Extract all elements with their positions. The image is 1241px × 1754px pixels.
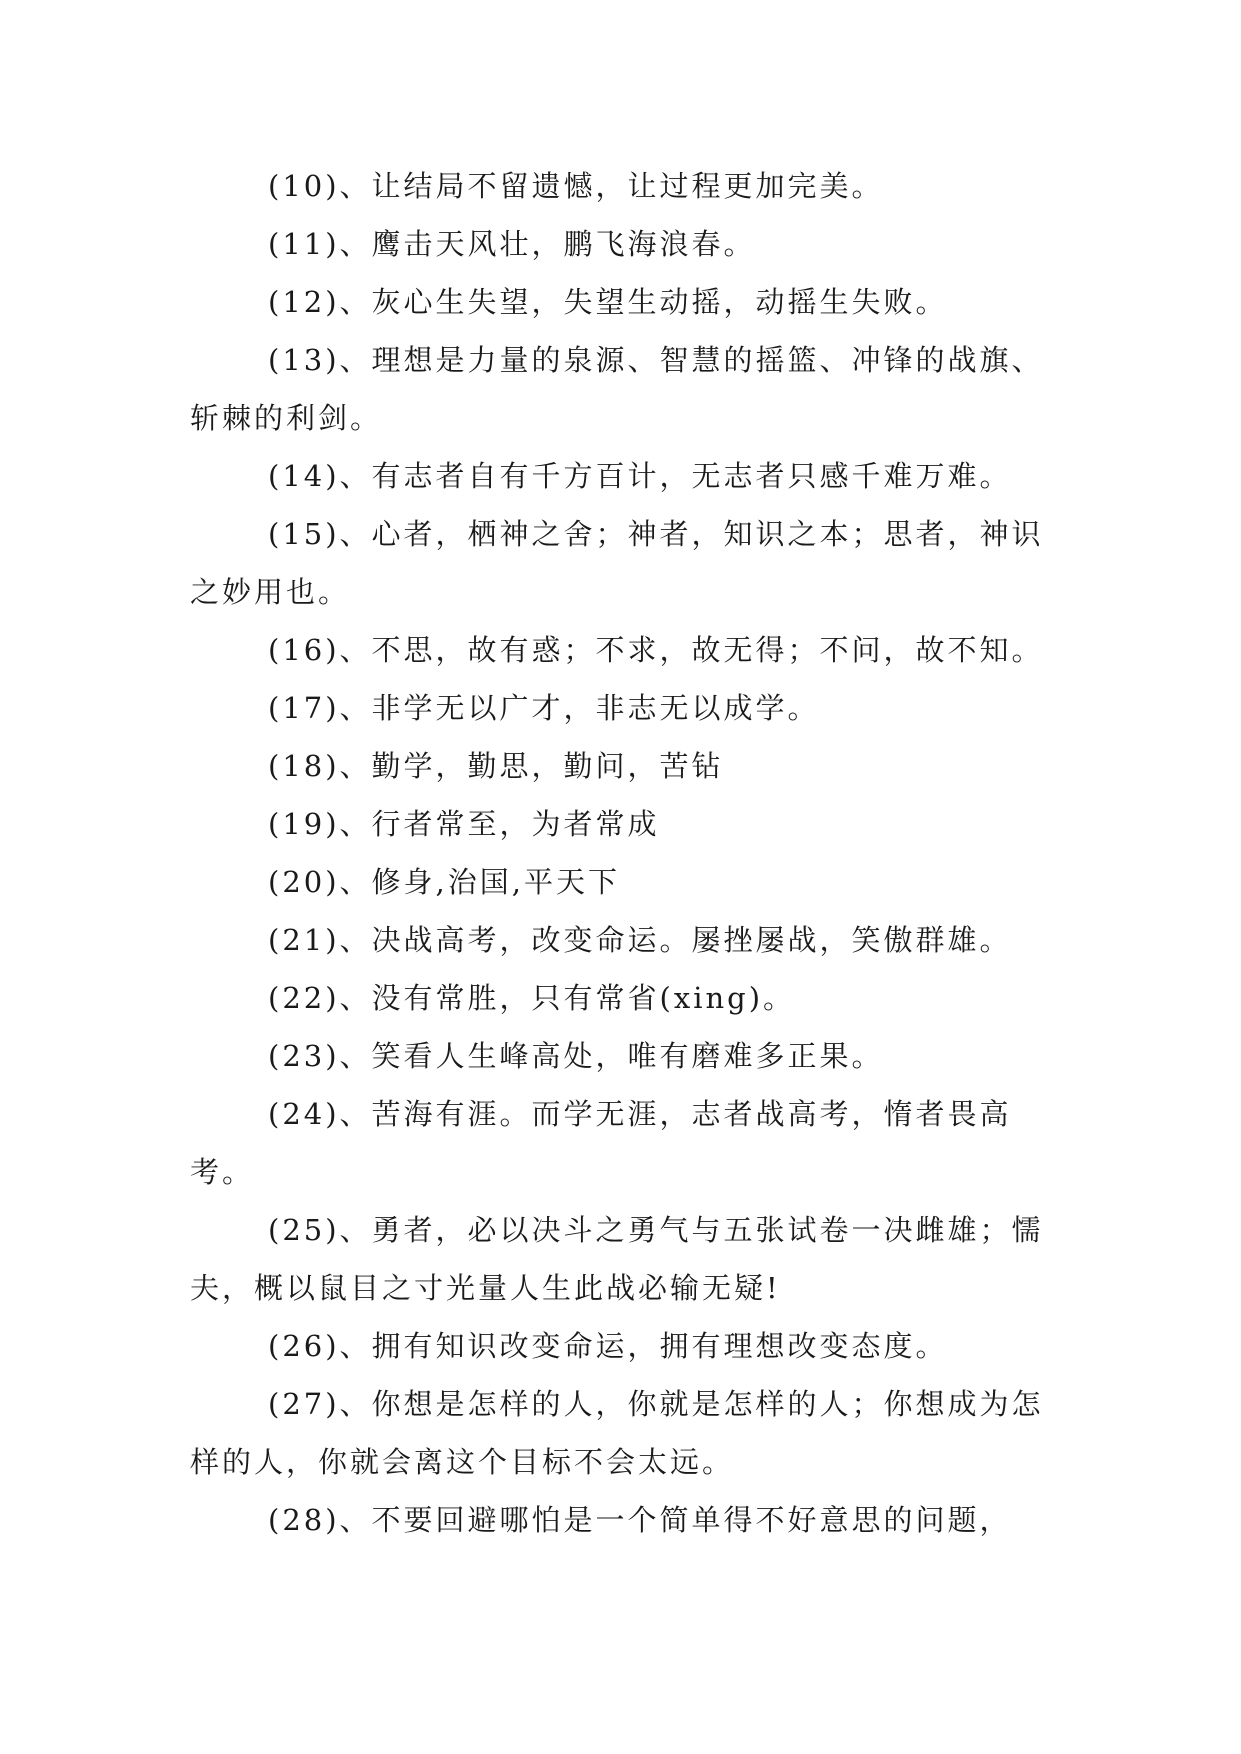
paragraph: (18)、勤学，勤思，勤问，苦钻 bbox=[268, 749, 724, 783]
paragraph: (10)、让结局不留遗憾，让过程更加完美。 bbox=[268, 169, 884, 203]
paragraph: (26)、拥有知识改变命运，拥有理想改变态度。 bbox=[268, 1329, 948, 1363]
paragraph: (27)、你想是怎样的人，你就是怎样的人；你想成为怎样的人，你就会离这个目标不会太远。 bbox=[190, 1387, 1044, 1479]
paragraph: (13)、理想是力量的泉源、智慧的摇篮、冲锋的战旗、斩棘的利剑。 bbox=[190, 343, 1044, 435]
document-body bbox=[190, 157, 1070, 1549]
paragraph: (14)、有志者自有千方百计，无志者只感千难万难。 bbox=[268, 459, 1012, 493]
paragraph: (19)、行者常至，为者常成 bbox=[268, 807, 660, 841]
paragraph: (24)、苦海有涯。而学无涯，志者战高考，惰者畏高考。 bbox=[190, 1097, 1012, 1189]
paragraph: (21)、决战高考，改变命运。屡挫屡战，笑傲群雄。 bbox=[268, 923, 1012, 957]
paragraph: (22)、没有常胜，只有常省(xing)。 bbox=[268, 981, 796, 1015]
paragraph: (12)、灰心生失望，失望生动摇，动摇生失败。 bbox=[268, 285, 948, 319]
paragraph: (11)、鹰击天风壮，鹏飞海浪春。 bbox=[268, 227, 756, 261]
paragraph: (16)、不思，故有惑；不求，故无得；不问，故不知。 bbox=[268, 633, 1044, 667]
paragraph: (25)、勇者，必以决斗之勇气与五张试卷一决雌雄；懦夫，概以鼠目之寸光量人生此战必输无疑! bbox=[190, 1213, 1044, 1305]
paragraph: (20)、修身,治国,平天下 bbox=[268, 865, 620, 899]
paragraph: (23)、笑看人生峰高处，唯有磨难多正果。 bbox=[268, 1039, 884, 1073]
paragraph: (15)、心者，栖神之舍；神者，知识之本；思者，神识之妙用也。 bbox=[190, 517, 1044, 609]
paragraph: (17)、非学无以广才，非志无以成学。 bbox=[268, 691, 820, 725]
paragraph: (28)、不要回避哪怕是一个简单得不好意思的问题， bbox=[268, 1503, 1012, 1537]
